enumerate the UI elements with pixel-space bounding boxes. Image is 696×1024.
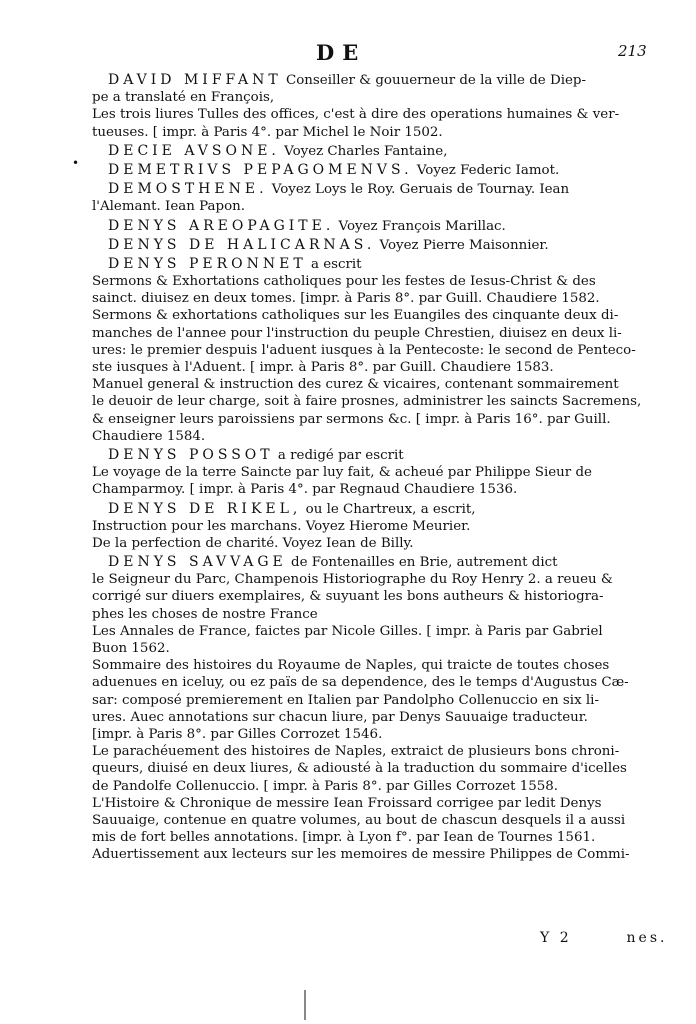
entry-remark: Voyez Federic Iamot.	[412, 162, 560, 178]
gutter-rule	[304, 990, 306, 1020]
running-head: DE	[316, 40, 367, 65]
author-name: DECIE AVSONE.	[108, 142, 280, 159]
entry-remark: Conseiller & gouuerneur de la ville de Diep-	[281, 73, 587, 88]
text-line: Les trois liures Tulles des offices, c'est à dire des operations humaines & ver-	[92, 107, 620, 123]
text-line: Buon 1562.	[92, 641, 170, 656]
text-line: De la perfection de charité. Voyez Iean de Billy.	[92, 535, 414, 551]
entry-remark: a escrit	[306, 256, 362, 272]
text-line: Les Annales de France, faictes par Nicole Gilles. [ impr. à Paris par Gabriel	[92, 623, 603, 639]
text-line: L'Histoire & Chronique de messire Iean Froissard corrigee par ledit Denys	[92, 795, 602, 811]
author-name: DENYS SAVVAGE	[108, 554, 287, 571]
author-entry	[92, 162, 672, 179]
entry-remark: Voyez Charles Fantaine,	[279, 143, 448, 159]
author-entry	[92, 72, 672, 89]
author-entry	[92, 554, 672, 571]
page-footer	[540, 930, 667, 946]
text-line: queurs, diuisé en deux liures, & adiousté à la traduction du sommaire d'icelles	[92, 761, 627, 777]
author-entry	[92, 501, 672, 518]
author-name: DENYS DE RIKEL,	[108, 500, 302, 517]
author-name: DEMOSTHENE.	[108, 181, 268, 198]
page-text	[92, 70, 672, 863]
text-line: Le parachéuement des histoires de Naples, extraict de plusieurs bons chroni-	[92, 744, 620, 760]
text-line: [impr. à Paris 8°. par Gilles Corrozet 1546.	[92, 726, 383, 742]
text-line: sainct. diuisez en deux tomes. [impr. à Paris 8°. par Guill. Chaudiere 1582.	[92, 291, 600, 307]
author-name: DEMETRIVS PEPAGOMENVS.	[108, 161, 413, 178]
author-name: DENYS PERONNET	[108, 255, 307, 272]
text-line: mis de fort belles annotations. [impr. à Lyon f°. par Iean de Tournes 1561.	[92, 830, 596, 846]
text-line: Instruction pour les marchans. Voyez Hierome Meurier.	[92, 518, 471, 534]
text-line: corrigé sur diuers exemplaires, & suyuant les bons autheurs & historiogra-	[92, 589, 604, 605]
page-number: 213	[618, 42, 647, 60]
entry-remark: Voyez Pierre Maisonnier.	[375, 237, 549, 253]
text-line: ures. Auec annotations sur chacun liure, par Denys Sauuaige traducteur.	[92, 709, 588, 725]
text-line: tueuses. [ impr. à Paris 4°. par Michel le Noir 1502.	[92, 124, 443, 140]
author-name: DENYS AREOPAGITE.	[108, 217, 335, 234]
text-line: & enseigner leurs paroissiens par sermons &c. [ impr. à Paris 16°. par Guill.	[92, 411, 611, 427]
text-line: aduenues en iceluy, ou ez païs de sa dependence, des le temps d'Augustus Cæ-	[92, 675, 629, 691]
text-line: Sommaire des histoires du Royaume de Naples, qui traicte de toutes choses	[92, 658, 610, 674]
author-entry	[92, 237, 672, 254]
author-entry	[92, 218, 672, 235]
entry-remark: a redigé par escrit	[273, 447, 404, 463]
author-name: DENYS DE HALICARNAS.	[108, 236, 376, 253]
text-line: Sauuaige, contenue en quatre volumes, au bout de chascun desquels il a aussi	[92, 812, 626, 828]
text-line: manches de l'annee pour l'instruction du peuple Chrestien, diuisez en deux li-	[92, 325, 622, 341]
author-entry	[92, 256, 672, 273]
text-line: Manuel general & instruction des curez & vicaires, contenant sommairement	[92, 377, 619, 393]
text-line: Sermons & exhortations catholiques sur les Euangiles des cinquante deux di-	[92, 308, 619, 324]
text-line: Aduertissement aux lecteurs sur les memoires de messire Philippes de Commi-	[92, 847, 630, 863]
entry-remark: Voyez Loys le Roy. Geruais de Tournay. Iean	[267, 182, 570, 198]
text-line: sar: composé premierement en Italien par Pandolpho Collenuccio en six li-	[92, 692, 599, 708]
entry-remark: ou le Chartreux, a escrit,	[301, 501, 476, 517]
text-line: l'Alemant. Iean Papon.	[92, 199, 246, 215]
author-entry	[92, 181, 672, 198]
margin-mark: •	[72, 156, 80, 170]
text-line: pe a translaté en François,	[92, 90, 275, 106]
text-line: ures: le premier despuis l'aduent iusques à la Pentecoste: le second de Penteco-	[92, 342, 636, 358]
author-entry	[92, 143, 672, 160]
text-line: Le voyage de la terre Saincte par luy fait, & acheué par Philippe Sieur de	[92, 465, 592, 481]
text-line: le deuoir de leur charge, soit à faire prosnes, administrer les saincts Sacremens,	[92, 394, 642, 410]
catchword: nes.	[626, 930, 668, 946]
author-name: DENYS POSSOT	[108, 446, 274, 463]
author-entry	[92, 447, 672, 464]
text-line: Sermons & Exhortations catholiques pour les festes de Iesus-Christ & des	[92, 274, 596, 290]
text-line: Chaudiere 1584.	[92, 428, 206, 444]
entry-remark: Voyez François Marillac.	[334, 218, 506, 234]
text-line: Champarmoy. [ impr. à Paris 4°. par Regnaud Chaudiere 1536.	[92, 482, 518, 498]
text-line: ste iusques à l'Aduent. [ impr. à Paris 8°. par Guill. Chaudiere 1583.	[92, 360, 554, 375]
signature-mark: Y 2	[540, 930, 572, 946]
text-line: le Seigneur du Parc, Champenois Historiographe du Roy Henry 2. a reueu &	[92, 572, 613, 588]
entry-remark: de Fontenailles en Brie, autrement dict	[286, 555, 558, 571]
text-line: phes les choses de nostre France	[92, 606, 318, 622]
text-line: de Pandolfe Collenuccio. [ impr. à Paris 8°. par Gilles Corrozet 1558.	[92, 778, 559, 794]
author-name: DAVID MIFFANT	[108, 72, 282, 88]
